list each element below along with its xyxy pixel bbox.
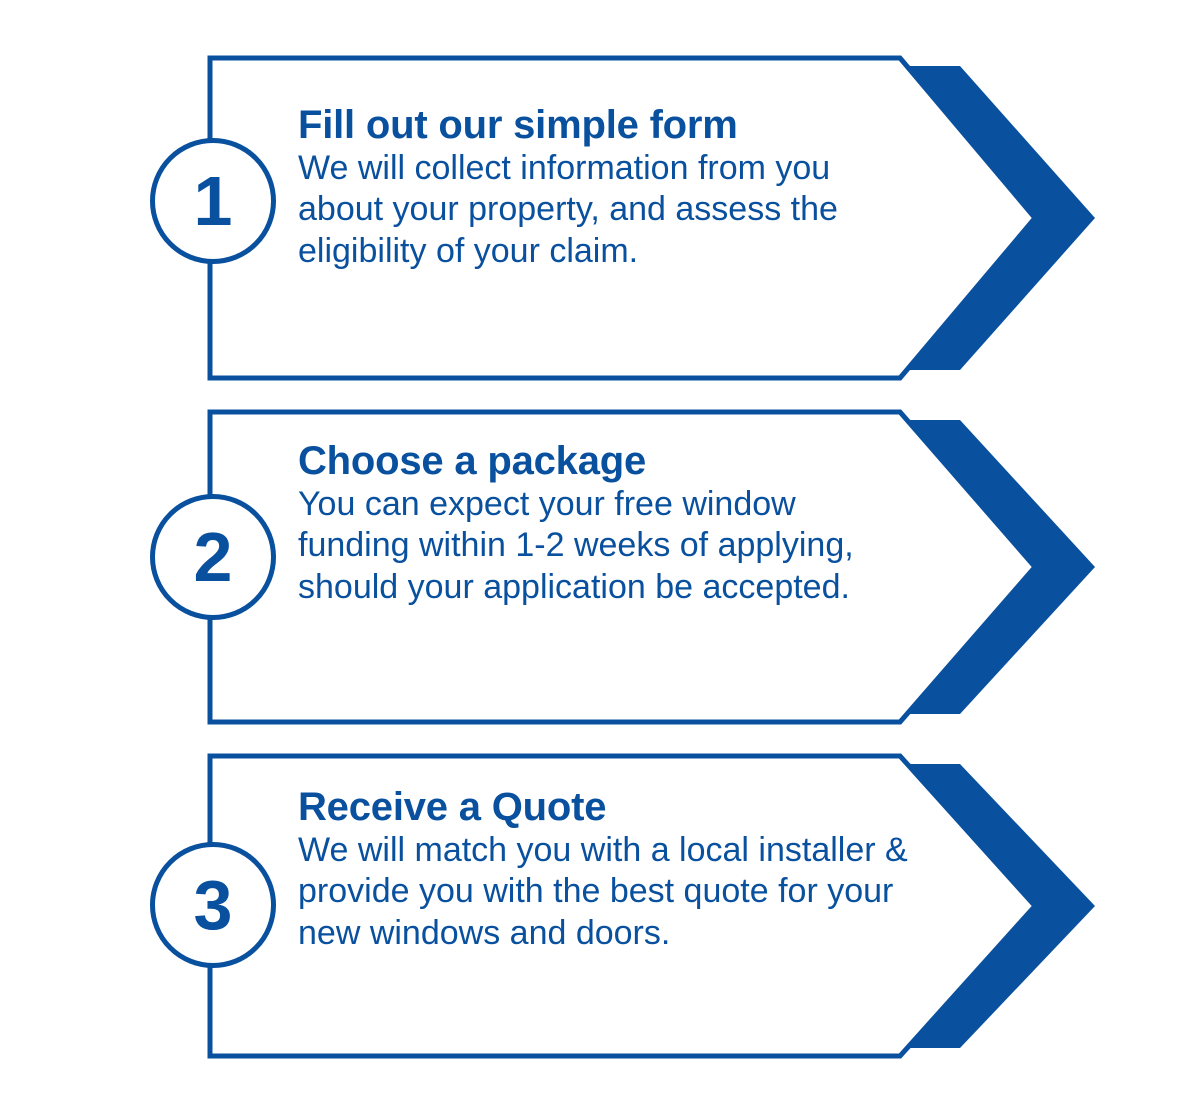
step-3-number: 3 <box>193 866 233 944</box>
step-2-content <box>298 440 910 608</box>
step-1-content <box>298 104 910 272</box>
step-1-title: Fill out our simple form <box>298 103 738 147</box>
step-2-number: 2 <box>193 518 233 596</box>
process-step-1 <box>150 48 1100 388</box>
step-3-content <box>298 786 910 954</box>
step-2-body: You can expect your free window funding within 1-2 weeks of applying, should your application be accepted. <box>298 485 854 606</box>
step-3-title: Receive a Quote <box>298 785 607 829</box>
process-step-2 <box>150 402 1100 732</box>
step-1-body: We will collect information from you about your property, and assess the eligibility of your claim. <box>298 149 838 270</box>
step-3-number-badge <box>150 842 276 968</box>
step-1-number-badge <box>150 138 276 264</box>
process-step-3 <box>150 746 1100 1066</box>
step-2-number-badge <box>150 494 276 620</box>
step-3-body: We will match you with a local installer & provide you with the best quote for your new windows and doors. <box>298 831 908 952</box>
step-2-title: Choose a package <box>298 439 647 483</box>
step-1-number: 1 <box>193 162 233 240</box>
